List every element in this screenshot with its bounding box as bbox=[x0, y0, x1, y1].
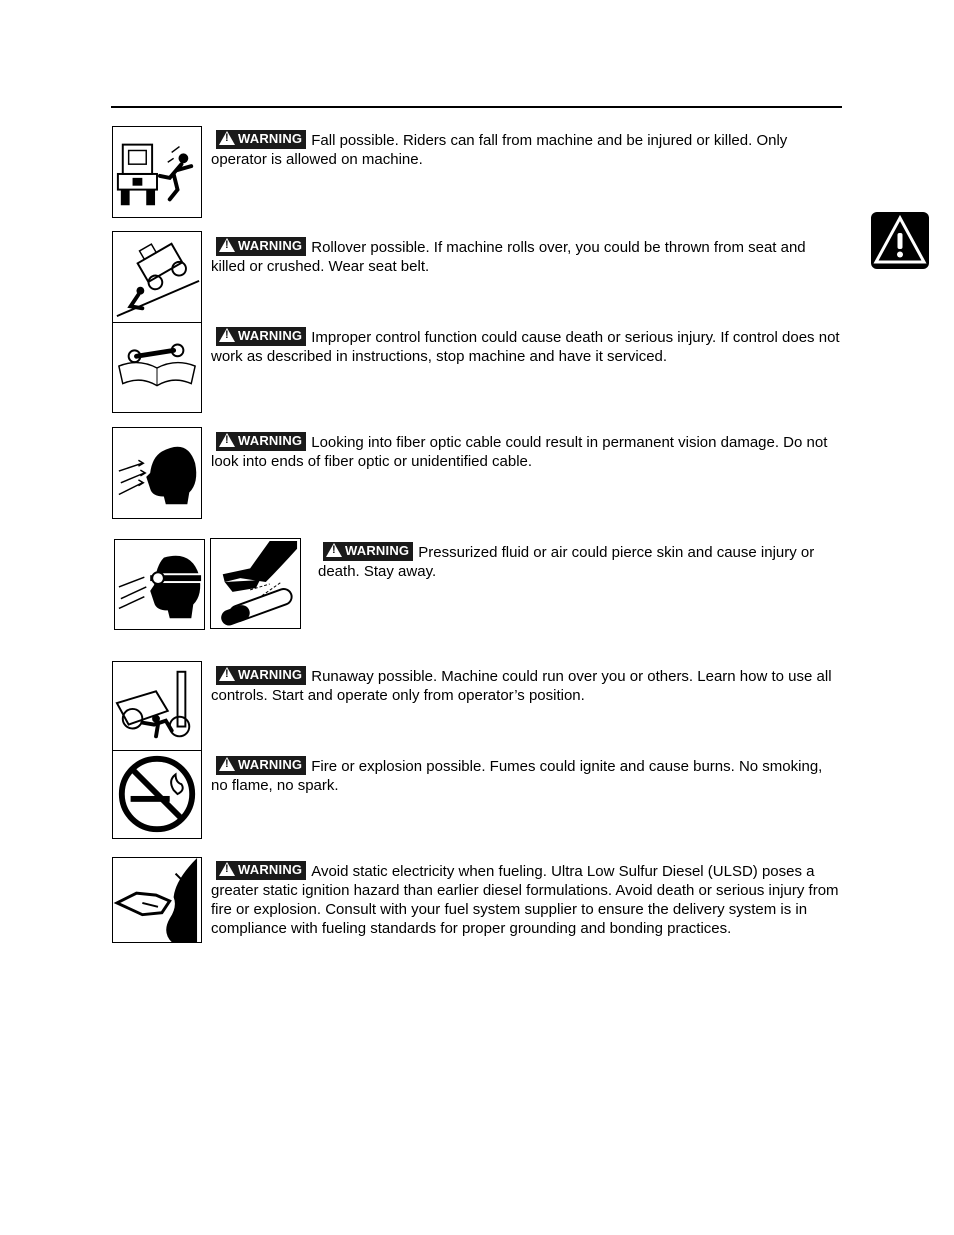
runaway-icon bbox=[112, 661, 202, 751]
warning-badge: ! WARNING bbox=[216, 756, 306, 775]
warning-entry bbox=[211, 666, 841, 705]
warning-badge: ! WARNING bbox=[216, 130, 306, 149]
warning-text: Pressurized fluid or air could pierce skin and cause injury or death. Stay away. bbox=[318, 544, 815, 580]
goggles-head-icon bbox=[114, 539, 205, 630]
warning-badge: ! WARNING bbox=[216, 237, 306, 256]
eye-laser-icon bbox=[112, 427, 202, 519]
warning-entry bbox=[211, 130, 841, 169]
warning-entry bbox=[318, 542, 842, 581]
warning-text: Fall possible. Riders can fall from machine and be injured or killed. Only operator is allowed on machine. bbox=[211, 132, 788, 168]
warning-entry bbox=[211, 327, 841, 366]
warning-entry bbox=[211, 861, 841, 938]
warning-badge: ! WARNING bbox=[216, 861, 306, 880]
goggles-pressure-icon bbox=[210, 538, 301, 629]
warning-badge: ! WARNING bbox=[323, 542, 413, 561]
warning-text: Rollover possible. If machine rolls over, you could be thrown from seat and killed or crushed. Wear seat belt. bbox=[211, 239, 806, 275]
warning-text: Avoid static electricity when fueling. Ultra Low Sulfur Diesel (ULSD) poses a greater static ignition hazard than earlier diesel formulations. Avoid death or serious injury from fire or explosion. Consult with your fuel system supplier to ensure the delivery system is in compliance with fueling standards for proper grounding and bonding practices. bbox=[211, 863, 839, 937]
header-rule bbox=[111, 106, 842, 108]
warning-text: Runaway possible. Machine could run over you or others. Learn how to use all controls. Start and operate only from operator’s position. bbox=[211, 668, 832, 704]
alert-triangle-icon: ! bbox=[219, 667, 235, 681]
alert-triangle-icon: ! bbox=[326, 543, 342, 557]
rollover-icon bbox=[112, 231, 202, 323]
warning-badge: ! WARNING bbox=[216, 432, 306, 451]
warning-text: Fire or explosion possible. Fumes could ignite and cause burns. No smoking, no flame, no spark. bbox=[211, 758, 823, 794]
warning-text: Improper control function could cause death or serious injury. If control does not work as described in instructions, stop machine and have it serviced. bbox=[211, 329, 840, 365]
alert-triangle-icon: ! bbox=[219, 131, 235, 145]
warning-text: Looking into fiber optic cable could result in permanent vision damage. Do not look into ends of fiber optic or unidentified cable. bbox=[211, 434, 828, 470]
warning-badge: ! WARNING bbox=[216, 666, 306, 685]
static-fueling-icon bbox=[112, 857, 202, 943]
alert-triangle-icon: ! bbox=[219, 433, 235, 447]
riders-fall-icon bbox=[112, 126, 202, 218]
no-smoking-icon bbox=[112, 750, 202, 839]
warning-entry bbox=[211, 756, 841, 795]
alert-triangle-icon: ! bbox=[219, 757, 235, 771]
alert-triangle-icon: ! bbox=[219, 238, 235, 252]
warning-badge: ! WARNING bbox=[216, 327, 306, 346]
warning-entry bbox=[211, 432, 841, 471]
manual-wrench-icon bbox=[112, 322, 202, 413]
warning-entry bbox=[211, 237, 841, 276]
alert-triangle-icon: ! bbox=[219, 862, 235, 876]
warning-triangle-tab-icon bbox=[871, 212, 929, 269]
alert-triangle-icon: ! bbox=[219, 328, 235, 342]
